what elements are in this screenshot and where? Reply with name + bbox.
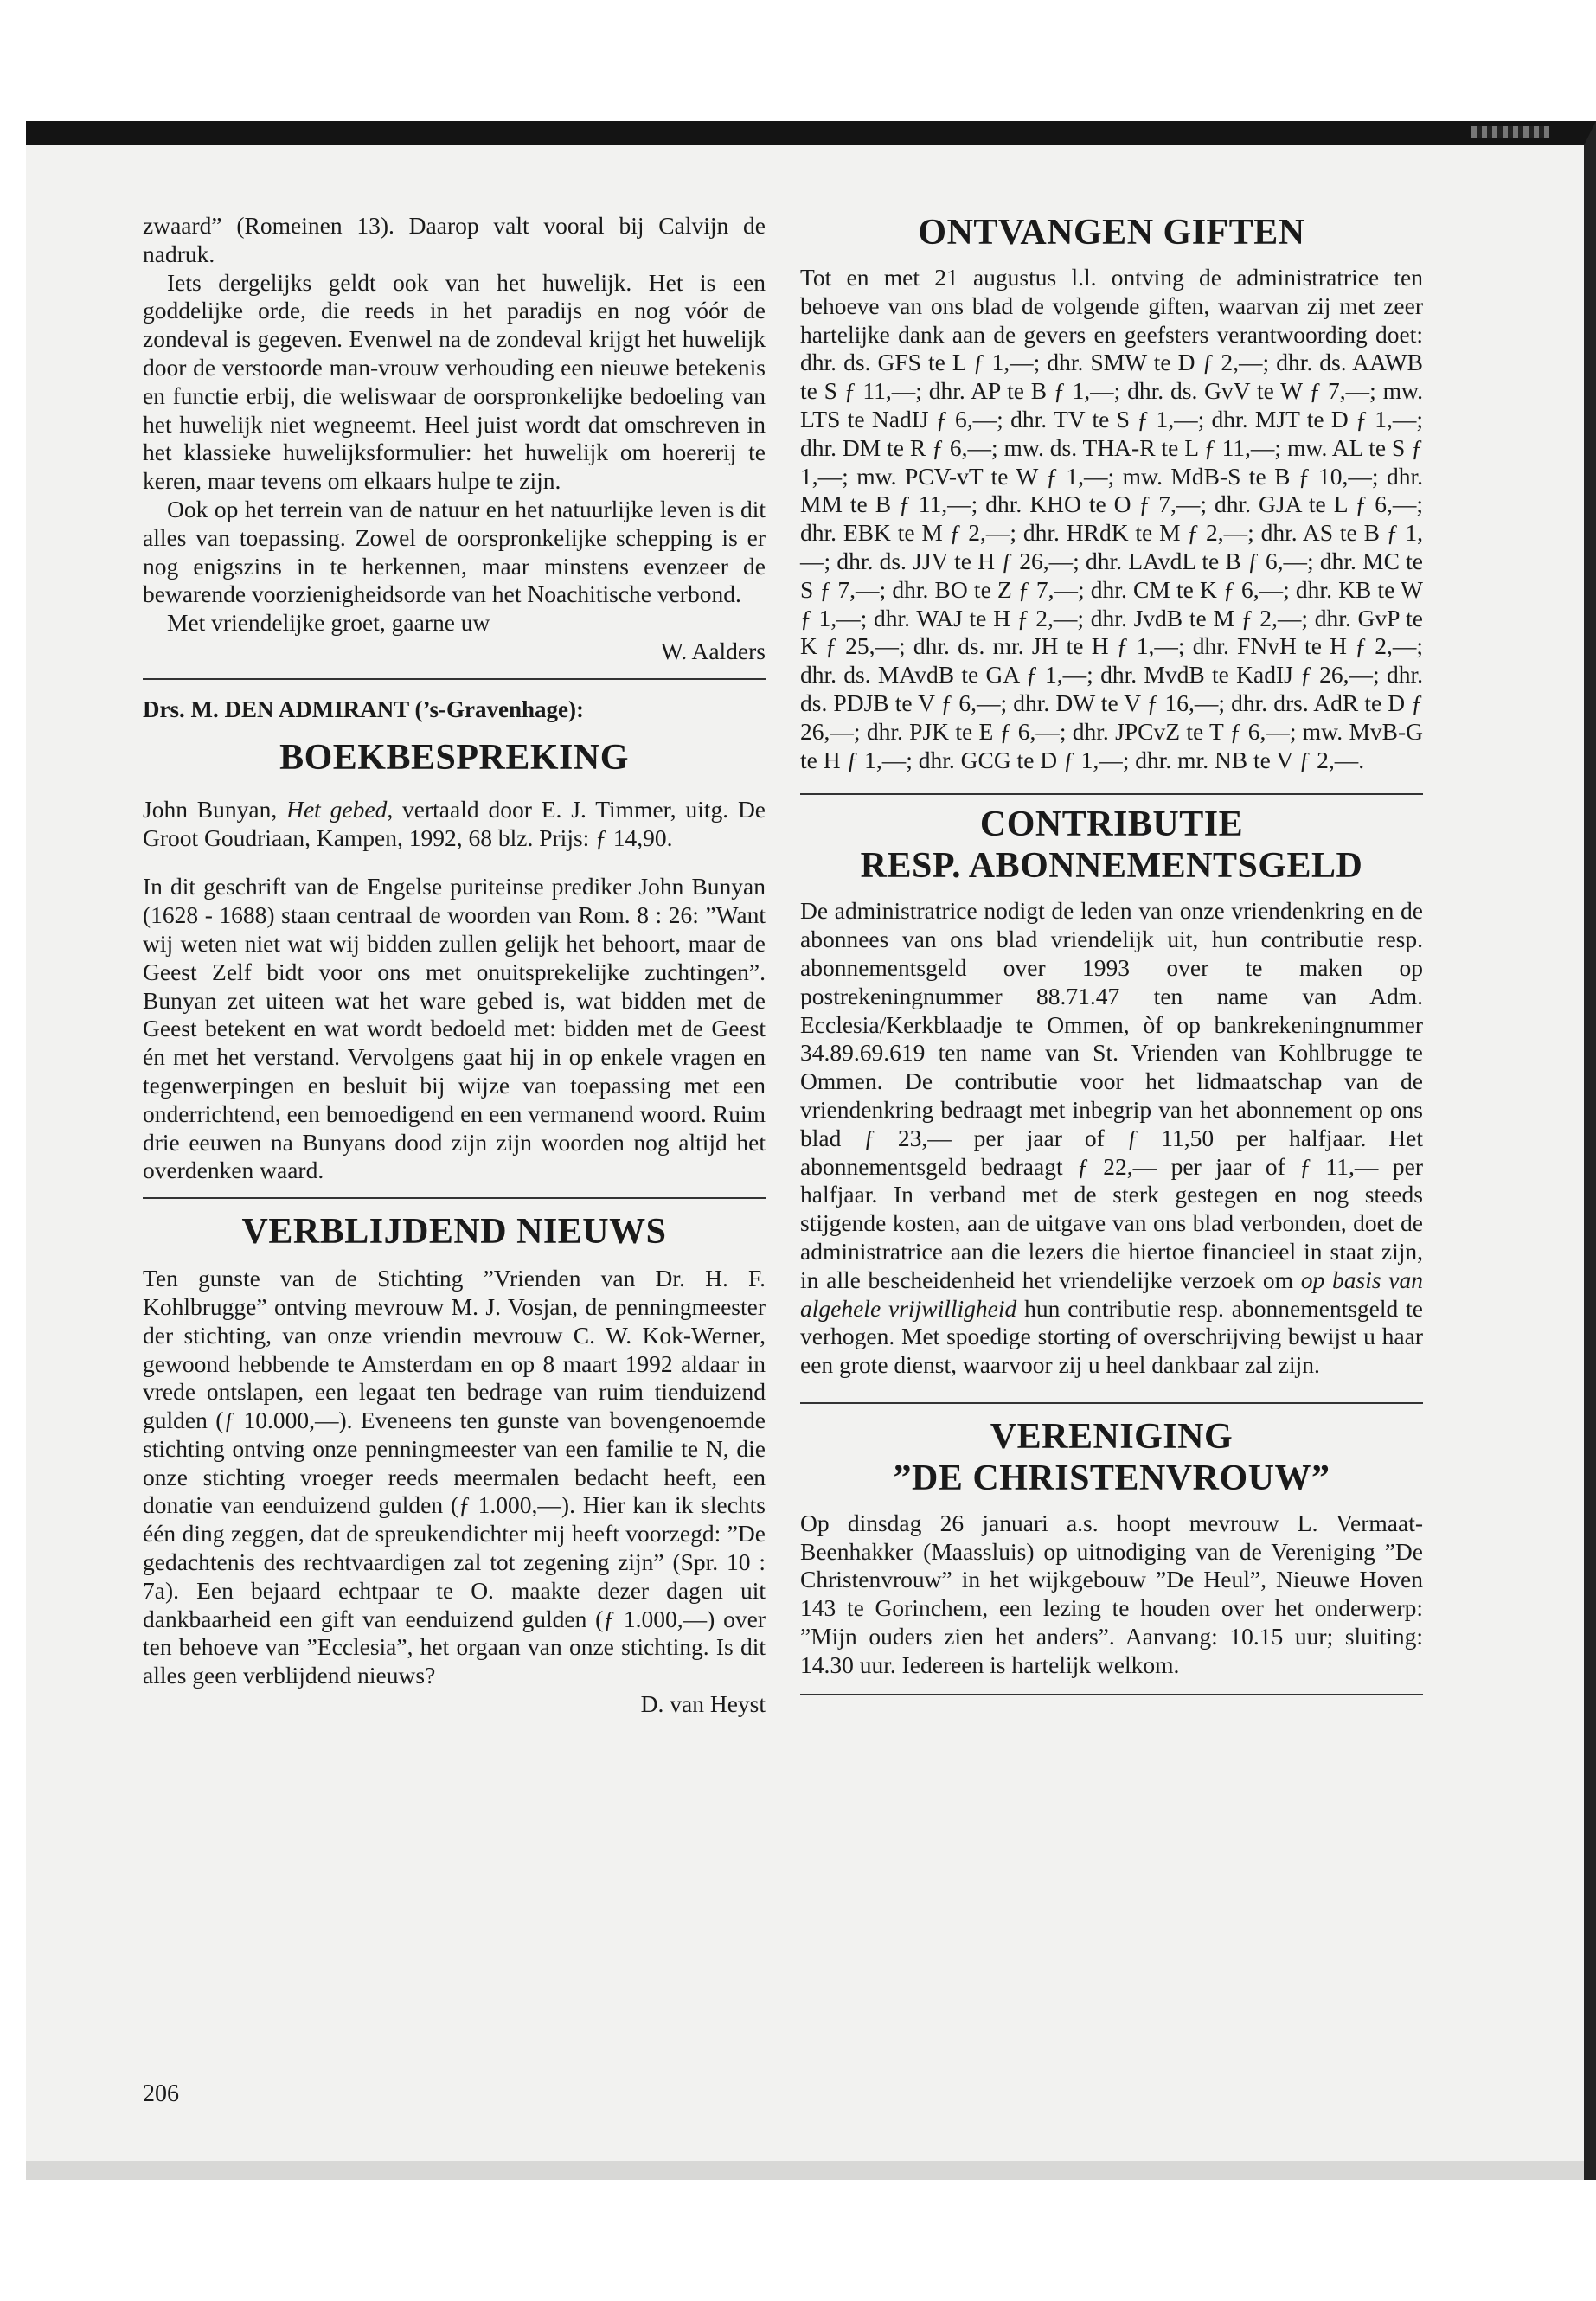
intro-paragraph-1: zwaard” (Romeinen 13). Daarop valt vooral bij Calvijn de nadruk. — [143, 212, 766, 267]
contribution-emphasis: op basis van algehele vrijwilligheid — [800, 1266, 1424, 1322]
contribution-text-end: hun contributie resp. abonnementsgeld te verhogen. Met spoedige storting of overschrijving bewijst u haar een grote dienst, waarvoor zij u heel dankbaar zal zijn. — [800, 1294, 1423, 1379]
book-details: vertaald door E. J. Timmer, uitg. De Groot Goudriaan, Kampen, 1992, 68 blz. Prijs: ƒ 14,90. — [143, 795, 766, 851]
book-reference — [143, 796, 766, 853]
heading-contributie: CONTRIBUTIE — [979, 804, 1244, 845]
review-author: Drs. M. DEN ADMIRANT (’s-Gravenhage): — [143, 695, 584, 722]
section-divider — [143, 678, 766, 680]
section-divider — [800, 1402, 1423, 1404]
section-divider — [800, 1694, 1423, 1695]
scan-edge-mark — [1471, 126, 1549, 138]
signature-van-heyst: D. van Heyst — [640, 1690, 766, 1718]
intro-paragraph-2: Iets dergelijks geldt ook van het huwelijk. Het is een goddelijke orde, die reeds in het paradijs en nog vóór de zondeval is gegeven. Evenwel na de zondeval krijgt het huwelijk door de verstoorde man-vrouw verhouding een nieuwe betekenis en functie erbij, die weliswaar de oorspronkelijke bedoeling van het huwelijk niet wegneemt. Heel juist wordt dat omschreven in het klassieke huwelijksformulier: het huwelijk om hoererij te keren, maar tevens om elkaars hulpe te zijn. — [143, 268, 766, 495]
heading-abonnementsgeld: RESP. ABONNEMENTSGELD — [860, 846, 1363, 887]
page-number: 206 — [143, 2080, 179, 2107]
section-divider — [800, 793, 1423, 795]
intro-paragraph-3: Ook op het terrein van de natuur en het natuurlijke leven is dit alles van toepassing. Zowel de oorspronkelijke schepping is er nog enigszins in te herkennen, maar minstens evenzeer de bewarende voorzienigheidsorde van het Noachitische verbond. — [143, 495, 766, 608]
news-body: Ten gunste van de Stichting ”Vrienden van Dr. H. F. Kohlbrugge” ontving mevrouw M. J. Vosjan, de penningmeester der stichting, van onze vriendin mevrouw C. W. Kok-Werner, gewoond hebbende te Amsterdam en op 8 maart 1992 aldaar in vrede ontslapen, een legaat ten bedrage van ruim tienduizend gulden (ƒ 10.000,—). Eveneens ten gunste van bovengenoemde stichting ontving onze penningmeester van een familie te N, die onze stichting vroeger reeds meermalen bedacht heeft, een donatie van eenduizend gulden (ƒ 1.000,—). Hier kan ik slechts één ding zeggen, dat de spreukendichter mij heeft voorzegd: ”De gedachtenis des rechtvaardigen zal tot zegening zijn” (Spr. 10 : 7a). Een bejaard echtpaar te O. maakte dezer dagen uit dankbaarheid een gift van eenduizend gulden (ƒ 1.000,—) over ten behoeve van ”Ecclesia”, het orgaan van onze stichting. Is dit alles geen verblijdend nieuws? — [143, 1265, 766, 1689]
gifts-body: Tot en met 21 augustus l.l. ontving de administratrice ten behoeve van ons blad de volgende giften, waarvan zij met zeer hartelijke dank aan de gevers en geefsters verantwoording doet: dhr. ds. GFS te L ƒ 1,—; dhr. SMW te D ƒ 2,—; dhr. ds. AAWB te S ƒ 11,—; dhr. AP te B ƒ 1,—; dhr. ds. GvV te W ƒ 7,—; mw. LTS te NadIJ ƒ 6,—; dhr. TV te S ƒ 1,—; dhr. MJT te D ƒ 1,—; dhr. DM te R ƒ 6,—; mw. ds. THA-R te L ƒ 11,—; mw. AL te S ƒ 1,—; mw. PCV-vT te W ƒ 1,—; mw. MdB-S te B ƒ 10,—; dhr. MM te B ƒ 11,—; dhr. KHO te O ƒ 7,—; dhr. GJA te L ƒ 6,—; dhr. EBK te M ƒ 2,—; dhr. HRdK te M ƒ 2,—; dhr. AS te B ƒ 1,—; dhr. ds. JJV te H ƒ 26,—; dhr. LAvdL te B ƒ 6,—; dhr. MC te S ƒ 7,—; dhr. BO te Z ƒ 7,—; dhr. CM te K ƒ 6,—; dhr. KB te W ƒ 1,—; dhr. WAJ te H ƒ 2,—; dhr. JvdB te M ƒ 2,—; dhr. GvP te K ƒ 25,—; dhr. ds. mr. JH te H ƒ 1,—; dhr. FNvH te H ƒ 2,—; dhr. ds. MAvdB te GA ƒ 1,—; dhr. MvdB te KadIJ ƒ 26,—; dhr. ds. PDJB te V ƒ 6,—; dhr. DW te V ƒ 16,—; dhr. drs. AdR te D ƒ 26,—; dhr. PJK te E ƒ 6,—; dhr. JPCvZ te T ƒ 6,—; mw. MvB-G te H ƒ 1,—; dhr. GCG te D ƒ 1,—; dhr. mr. NB te V ƒ 2,—. — [800, 264, 1423, 773]
section-divider — [143, 1197, 766, 1199]
book-author: John Bunyan, — [143, 795, 287, 823]
closing-greeting: Met vriendelijke groet, gaarne uw — [167, 609, 490, 637]
heading-verblijdend-nieuws: VERBLIJDEND NIEUWS — [241, 1212, 667, 1253]
magazine-page — [117, 212, 1432, 2107]
contribution-body — [800, 897, 1423, 1380]
contribution-text: De administratrice nodigt de leden van onze vriendenkring en de abonnees van ons blad vriendelijk uit, hun contributie resp. abonnementsgeld over 1993 over te maken op postrekeningnummer 88.71.47 ten name van Adm. Ecclesia/Kerkblaadje te Ommen, òf op bankrekeningnummer 34.89.69.619 ten name van St. Vrienden van Kohlbrugge te Ommen. De contributie voor het lidmaatschap van de vriendenkring bedraagt met inbegrip van het abonnement op ons blad ƒ 23,— per jaar of ƒ 11,50 per halfjaar. Het abonnementsgeld bedraagt ƒ 22,— per jaar of ƒ 11,— per halfjaar. In verband met de sterk gestegen en nog steeds stijgende kosten, aan de uitgave van ons blad verbonden, doet de administratrice aan die lezers die hiertoe financieel in staat zijn, in alle bescheidenheid het vriendelijke verzoek om — [800, 897, 1423, 1293]
association-body: Op dinsdag 26 januari a.s. hoopt mevrouw L. Vermaat-Beenhakker (Maassluis) op uitnodiging van de Vereniging ”De Christenvrouw” in het wijkgebouw ”De Heul”, Nieuwe Hoven 143 te Gorinchem, een lezing te houden over het onderwerp: ”Mijn ouders zien het anders”. Aanvang: 10.15 uur; sluiting: 14.30 uur. Iedereen is hartelijk welkom. — [800, 1509, 1423, 1678]
signature-aalders: W. Aalders — [660, 637, 766, 664]
heading-ontvangen-giften: ONTVANGEN GIFTEN — [918, 213, 1305, 253]
book-title: Het gebed, — [286, 795, 394, 823]
review-body: In dit geschrift van de Engelse puriteinse prediker John Bunyan (1628 - 1688) staan centraal de woorden van Rom. 8 : 26: ”Want wij weten niet wat wij bidden zullen gelijk het behoort, maar de Geest Zelf bidt voor ons met onuitsprekelijke zuchtingen”. Bunyan zet uiteen wat het ware gebed is, wat bidden met de Geest betekent en wat wordt bedoeld met: bidden met de Geest én met het verstand. Vervolgens gaat hij in op enkele vragen en tegenwerpingen en besluit bij wijze van toepassing met een onderrichtend, een bemoedigend en een vermanend woord. Ruim drie eeuwen na Bunyans dood zijn zijn woorden nog altijd het overdenken waard. — [143, 873, 766, 1184]
left-column — [143, 212, 766, 1719]
heading-vereniging: VERENIGING — [990, 1416, 1234, 1457]
scan-bottom-band — [26, 2161, 1584, 2180]
right-column — [800, 212, 1423, 1708]
heading-boekbespreking: BOEKBESPREKING — [279, 737, 629, 778]
heading-christenvrouw: ”DE CHRISTENVROUW” — [893, 1458, 1330, 1498]
